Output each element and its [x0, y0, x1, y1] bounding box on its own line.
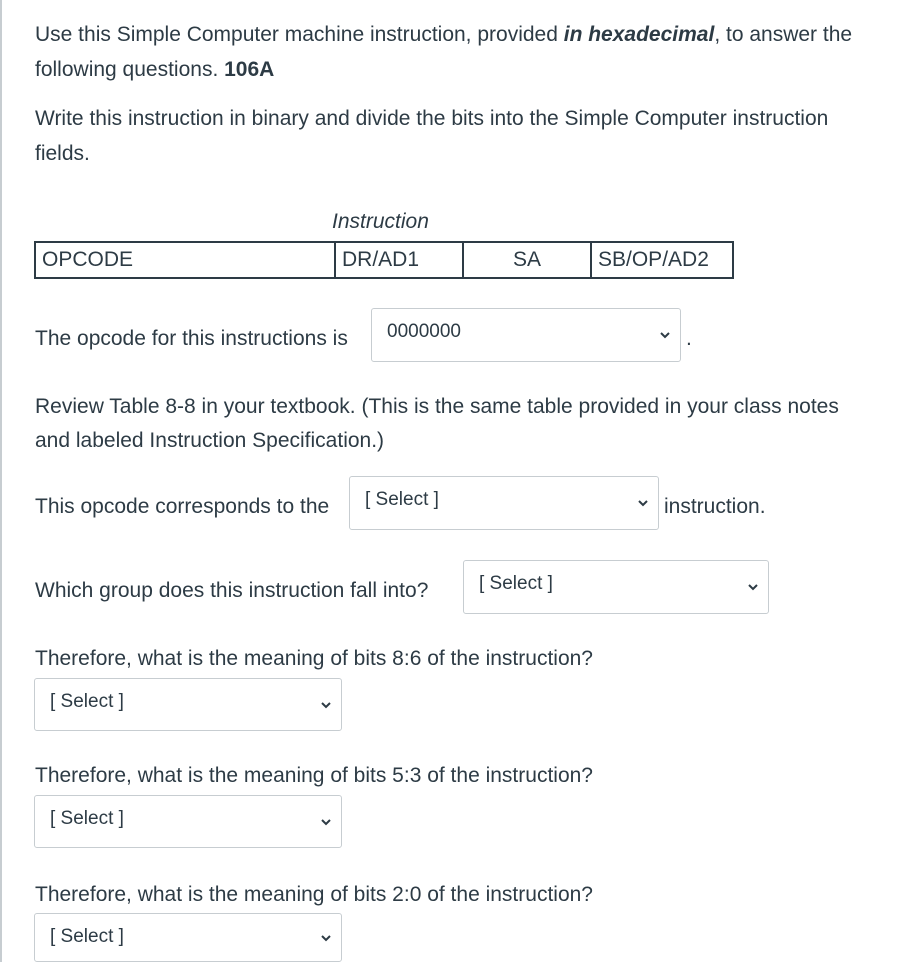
intro-emphasis: in hexadecimal	[563, 23, 715, 46]
instruction-group-select-value: [ Select ]	[479, 573, 553, 594]
bits-2-0-select-value: [ Select ]	[50, 926, 124, 947]
chevron-down-icon	[319, 815, 333, 829]
bits-5-3-select-value: [ Select ]	[50, 808, 124, 829]
field-opcode: OPCODE	[35, 242, 335, 278]
bits-5-3-question: Therefore, what is the meaning of bits 5:3 of the instruction?	[35, 764, 593, 787]
instruction-group-select[interactable]	[463, 560, 769, 614]
binary-prompt-line-1: Write this instruction in binary and divide the bits into the Simple Computer instruction	[35, 107, 829, 130]
opcode-question-period: .	[686, 327, 692, 350]
group-question-label: Which group does this instruction fall into?	[35, 579, 429, 602]
intro-line-2: following questions. 106A	[35, 58, 275, 81]
field-dr-ad1: DR/AD1	[335, 242, 463, 278]
field-sa: SA	[463, 242, 591, 278]
chevron-down-icon	[746, 580, 760, 594]
corresponds-question-label: This opcode corresponds to the	[35, 495, 330, 518]
chevron-down-icon	[636, 496, 650, 510]
intro-line-1: Use this Simple Computer machine instruction, provided in hexadecimal, to answer the	[35, 23, 853, 46]
field-sb-op-ad2: SB/OP/AD2	[591, 242, 733, 278]
binary-prompt-line-2: fields.	[35, 142, 90, 165]
bits-5-3-select[interactable]	[34, 795, 342, 848]
bits-8-6-select[interactable]	[34, 678, 342, 731]
bits-2-0-question: Therefore, what is the meaning of bits 2:0 of the instruction?	[35, 883, 593, 906]
bits-8-6-question: Therefore, what is the meaning of bits 8:6 of the instruction?	[35, 647, 593, 670]
instruction-fields-table	[34, 241, 734, 279]
opcode-select[interactable]	[371, 308, 681, 362]
instruction-type-select[interactable]	[349, 476, 659, 530]
review-note-line-1: Review Table 8-8 in your textbook. (This is the same table provided in your class notes	[35, 395, 839, 418]
opcode-question-label: The opcode for this instructions is	[35, 327, 348, 350]
hex-instruction-code: 106A	[224, 58, 275, 81]
corresponds-question-suffix: instruction.	[664, 495, 766, 518]
opcode-select-value: 0000000	[387, 321, 461, 342]
left-border	[0, 0, 2, 962]
chevron-down-icon	[658, 328, 672, 342]
bits-2-0-select[interactable]	[34, 913, 342, 962]
chevron-down-icon	[319, 931, 333, 945]
review-note-line-2: and labeled Instruction Specification.)	[35, 429, 385, 452]
table-caption: Instruction	[332, 210, 429, 233]
instruction-type-select-value: [ Select ]	[365, 489, 439, 510]
bits-8-6-select-value: [ Select ]	[50, 691, 124, 712]
chevron-down-icon	[319, 698, 333, 712]
